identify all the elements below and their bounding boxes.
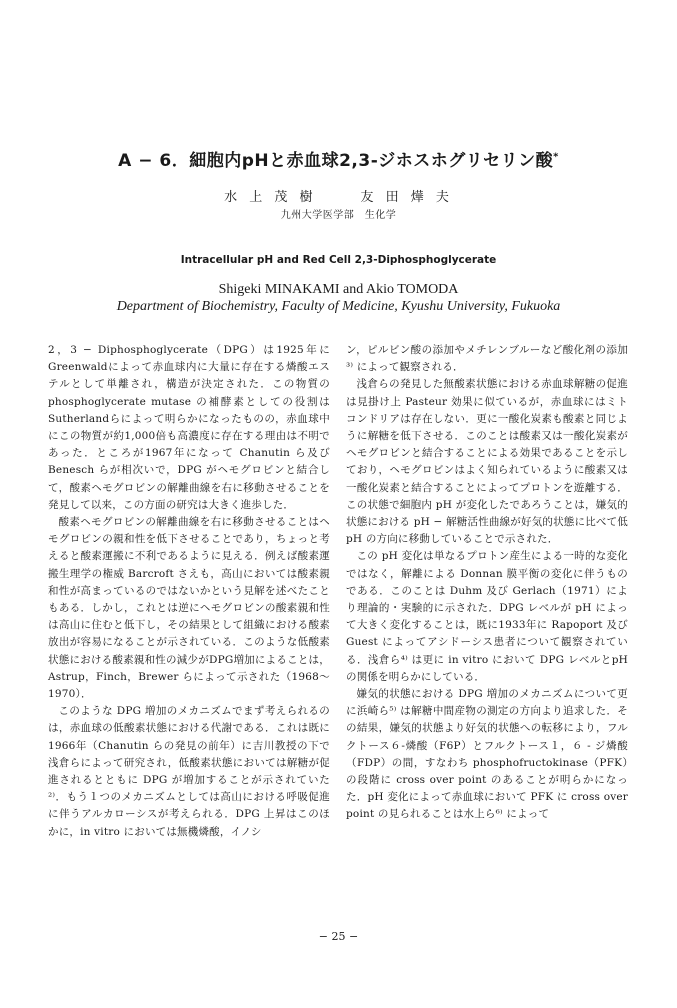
paragraph: この pH 変化は単なるプロトン産生による一時的な変化ではなく，解離による Donnan 膜平衡の変化に伴うものである．このことは Duhm 及び Gerlach（1971）により理論的・実験的に示された．DPG レベルが pH によって大きく変化することは，既に1933年に Rapoport 及び Guest によってアシドーシス患者について観察されている．浅倉ら⁴⁾ は更に in vitro において DPG レベルとpH の関係を明らかにしている．	[346, 550, 628, 683]
paragraph: 嫌気的状態における DPG 増加のメカニズムについて更に浜崎ら⁵⁾ は解糖中間産物の測定の方向より追求した．その結果，嫌気的状態より好気的状態への転移により，フルクトース６-燐酸（F6P）とフルクトース１，６ - ジ燐酸（FDP）の間，すなわち phosphofructokinase（PFK）の段階に cross over point のあることが明らかになった．pH 変化によって赤血球において PFK に cross over point の見られることは水上ら⁶⁾ によって	[346, 688, 628, 821]
paragraph: 酸素ヘモグロビンの解離曲線を右に移動させることはヘモグロビンの親和性を低下させることであり，ちょっと考えると酸素運搬に不利であるように見える．例えば酸素運搬生理学の権威 Barcroft さえも，高山においては酸素親和性が高まっているのではないかという見解を述べたこともある．しかし，これとは逆にヘモグロビンの酸素親和性は高山に住むと低下し，その結果として組織における酸素放出が容易になることが示されている．このような低酸素状態における酸素親和性の減少がDPG増加によることは，Astrup，Finch，Brewer らによって示された（1968〜1970）．	[48, 516, 330, 701]
paragraph: 浅倉らの発見した無酸素状態における赤血球解糖の促進は見掛け上 Pasteur 効果に似ているが，赤血球にはミトコンドリアは存在しない．更に一酸化炭素も酸素と同じように解糖を低下させる．このことは酸素又は一酸化炭素がヘモグロビンと結合することによる効果であることを示しており，ヘモグロビンはよく知られているように酸素又は一酸化炭素と結合することによってプロトンを遊離する．この状態で細胞内 pH が変化したであろうことは，嫌気的状態における pH − 解糖活性曲線が好気的状態に比べて低 pH の方向に移動していることで示された．	[346, 378, 628, 546]
paragraph: ン，ピルビン酸の添加やメチレンブルーなど酸化剤の添加³⁾ によって観察される．	[346, 344, 628, 374]
paragraph: 2，3 − Diphosphoglycerate（DPG）は1925年にGreenwaldによって赤血球内に大量に存在する燐酸エステルとして単離され，構造が決定された．この物質の phosphoglycerate mutase の補酵素としての役割はSutherlandらによって明らかになったものの，赤血球中にこの物質が約1,000倍も高濃度に存在する理由は不明であった．ところが1967年になって Chanutin ら及び Benesch らが相次いで，DPG がヘモグロビンと結合して，酸素ヘモグロビンの解離曲線を右に移動させることを発見して以来，この方面の研究は大きく進歩した．	[48, 344, 330, 511]
title-footnote-mark: *	[553, 151, 559, 163]
article-title	[0, 146, 677, 171]
department-english: Department of Biochemistry, Faculty of Medicine, Kyushu University, Fukuoka	[116, 299, 561, 314]
affiliation-japanese: 九州大学医学部 生化学	[280, 210, 397, 221]
article-title-text: A − 6．細胞内pHと赤血球2,3-ジホスホグリセリン酸	[118, 151, 554, 171]
author-ja-1: 水 上 茂 樹	[224, 190, 317, 205]
body-column-right	[346, 342, 628, 824]
paragraph: このような DPG 増加のメカニズムでまず考えられるのは，赤血球の低酸素状態における代謝である．これは既に1966年（Chanutin らの発見の前年）に吉川教授の下で浅倉らによって研究され，低酸素状態においては解糖が促進されるとともに DPG が増加することが示されていた²⁾．もう１つのメカニズムとしては高山における呼吸促進に伴うアルカローシスが考えられる．DPG 上昇はこのほかに，in vitro においては無機燐酸，イノシ	[48, 705, 330, 838]
page-number: − 25 −	[318, 930, 359, 943]
article-title-english: Intracellular pH and Red Cell 2,3-Diphosphoglycerate	[180, 254, 497, 266]
authors-japanese	[0, 186, 677, 205]
authors-english: Shigeki MINAKAMI and Akio TOMODA	[218, 282, 459, 297]
author-ja-2: 友 田 燁 夫	[360, 190, 453, 205]
body-column-left	[48, 342, 330, 841]
